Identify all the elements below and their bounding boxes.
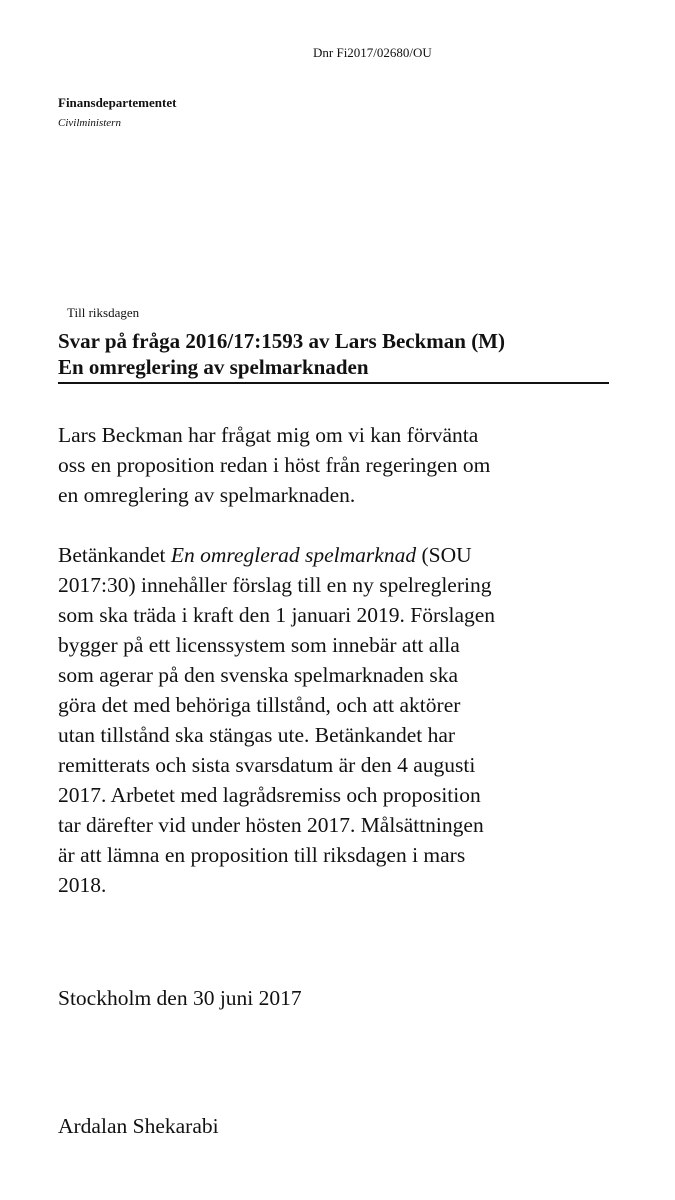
- paragraph-line: Lars Beckman har frågat mig om vi kan förvänta: [58, 423, 479, 447]
- paragraph-line: 2017. Arbetet med lagrådsremiss och proposition: [58, 783, 481, 807]
- paragraph-text: Betänkandet: [58, 543, 171, 567]
- paragraph-line: som agerar på den svenska spelmarknaden ska: [58, 663, 458, 687]
- paragraph-line: tar därefter vid under hösten 2017. Målsättningen: [58, 813, 484, 837]
- paragraph-question: [58, 420, 618, 510]
- paragraph-answer: [58, 540, 618, 900]
- paragraph-line: som ska träda i kraft den 1 januari 2019. Förslagen: [58, 603, 496, 627]
- document-title: [58, 328, 609, 384]
- paragraph-line: 2018.: [58, 873, 107, 897]
- place-and-date: Stockholm den 30 juni 2017: [58, 986, 302, 1010]
- paragraph-first-line: [58, 540, 618, 570]
- paragraph-line: 2017:30) innehåller förslag till en ny spelreglering: [58, 573, 492, 597]
- signer-name: Ardalan Shekarabi: [58, 1114, 219, 1138]
- title-subject-line: En omreglering av spelmarknaden: [58, 355, 369, 379]
- paragraph-line: göra det med behöriga tillstånd, och att aktörer: [58, 693, 461, 717]
- paragraph-line: en omreglering av spelmarknaden.: [58, 483, 356, 507]
- paragraph-line: oss en proposition redan i höst från regeringen om: [58, 453, 491, 477]
- document-reference-number: Dnr Fi2017/02680/OU: [313, 45, 432, 60]
- paragraph-line: remitterats och sista svarsdatum är den 4 augusti: [58, 753, 476, 777]
- recipient-line: Till riksdagen: [67, 305, 140, 320]
- ministry-name: Civilministern: [58, 117, 121, 129]
- paragraph-line: utan tillstånd ska stängas ute. Betänkandet har: [58, 723, 456, 747]
- paragraph-text: (SOU: [416, 543, 472, 567]
- department-name: Finansdepartementet: [58, 95, 177, 110]
- paragraph-line: är att lämna en proposition till riksdagen i mars: [58, 843, 466, 867]
- paragraph-line: bygger på ett licenssystem som innebär att alla: [58, 633, 460, 657]
- title-question-line: Svar på fråga 2016/17:1593 av Lars Beckman (M): [58, 329, 505, 353]
- report-title-italic: En omreglerad spelmarknad: [170, 543, 417, 567]
